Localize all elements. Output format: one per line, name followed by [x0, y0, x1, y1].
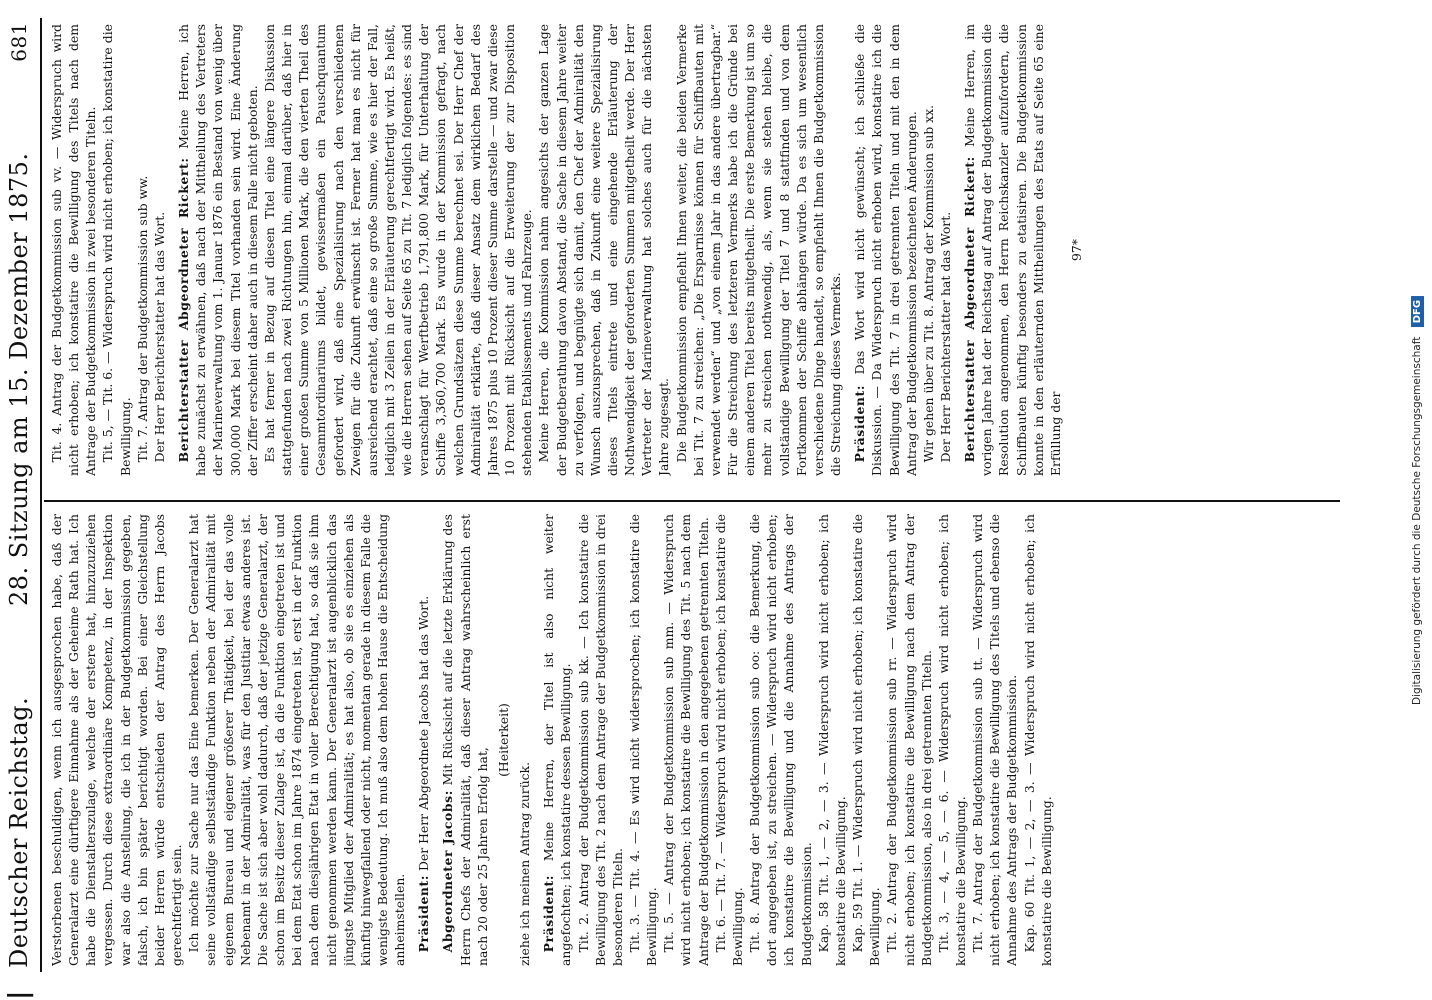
paragraph: Tit. 5, — Tit. 6. — Widerspruch wird nicht erhoben; ich konstatire die Bewilligung. — [100, 24, 133, 476]
credit-text: Digitalisierung gefördert durch die Deutsche Forschungsgemeinschaft — [1411, 336, 1424, 705]
paragraph: 97* — [1069, 239, 1085, 261]
paragraph: Tit. 2. Antrag der Budgetkommission sub kk. — Ich konstatire die Bewilligung des Tit. 2 nach dem Antrage der Budgetkommission in drei besonderen Titeln. — [575, 514, 625, 966]
paragraph: Tit. 7. Antrag der Budgetkommission sub tt. — Widerspruch wird nicht erhoben; ich konstatire die Bewilligung des Titels und ebenso die Annahme des Antrags der Budgetkommission. — [970, 514, 1020, 966]
left-column — [48, 514, 1338, 966]
dfg-logo: DFG — [1412, 295, 1425, 326]
paragraph: Tit. 8. Antrag der Budgetkommission sub oo: die Bemerkung, die dort angegeben ist, zu streichen. — Widerspruch wird nicht erhoben; ich konstatire die Bewilligung und die Annahme des Antrags der Budgetkommission. — [747, 514, 814, 966]
running-head-title: Deutscher Reichstag. — [5, 696, 33, 968]
digitization-credit — [1404, 0, 1432, 1000]
paragraph: Präsident: Meine Herren, der Titel ist also nicht weiter angefochten; ich konstatire dessen Bewilligung. — [541, 514, 574, 966]
paragraph: Berichterstatter Abgeordneter Rickert: Meine Herren, ich habe zunächst zu erwähnen, daß nach der Mittheilung des Vertreters der Marineverwaltung vom 1. Januar 1876 ein Bestand von wenig über 300,000 Mark bei diesem Titel vorhanden sein wird. Eine Änderung der Ziffer erscheint daher auch in diesem Falle nicht geboten. — [176, 24, 260, 476]
speaker-label: Präsident: — [541, 874, 557, 953]
paragraph: Kap. 59 Tit. 1. — Widerspruch wird nicht erhoben; ich konstatire die Bewilligung. — [850, 514, 883, 966]
paragraph: Tit. 2. Antrag der Budgetkommission sub rr. — Widerspruch wird nicht erhoben; ich konstatire die Bewilligung nach dem Antrag der Budgetkommission, also in drei getrennten Titeln. — [884, 514, 934, 966]
page-number: 681 — [7, 22, 31, 62]
paragraph: (Heiterkeit) — [495, 703, 511, 777]
paragraph: Der Herr Berichterstatter hat das Wort. — [151, 211, 167, 463]
right-column — [48, 24, 1338, 476]
paragraph: Tit. 3, — 4, — 5, — 6. — Widerspruch wird nicht erhoben; ich konstatire die Bewilligung. — [935, 514, 968, 966]
speaker-label: Berichterstatter Abgeordneter Rickert: — [962, 156, 978, 463]
paragraph: Tit. 6. — Tit. 7. — Widerspruch wird nicht erhoben; ich konstatire die Bewilligung. — [712, 514, 745, 966]
paragraph: ziehe ich meinen Antrag zurück. — [517, 761, 533, 966]
paragraph: Tit. 5. — Antrag der Budgetkommission sub mm. — Widerspruch wird nicht erhoben; ich konstatire die Bewilligung des Tit. 5 nach dem Antrage der Budgetkommission in den angegebenen getrennten Titeln. — [661, 514, 711, 966]
paragraph: Kap. 60 Tit. 1, — 2, — 3. — Widerspruch wird nicht erhoben; ich konstatire die Bewilligung. — [1021, 514, 1054, 966]
speaker-label: Berichterstatter Abgeordneter Rickert: — [176, 157, 192, 463]
corner-mark: | — [4, 990, 34, 1000]
speaker-label: Präsident: — [852, 384, 868, 463]
paragraph: Kap. 58 Tit. 1, — 2, — 3. — Widerspruch wird nicht erhoben; ich konstatire die Bewilligung. — [815, 514, 848, 966]
paragraph: Der Herr Berichterstatter hat das Wort. — [937, 211, 953, 463]
running-head-session: 28. Sitzung am 15. Dezember 1875. — [5, 152, 33, 607]
paragraph: Die Budgetkommission empfiehlt Ihnen weiter, die beiden Vermerke bei Tit. 7 zu streichen: „Die Ersparnisse können für Schiffbauten mit verwendet werden“ und „von einem Jahr in das andere übertragbar.“ Für die Streichung des letzteren Vermerks habe ich die Gründe bei einem anderen Titel bereits mitgetheilt. Die erste Bemerkung ist um so mehr zu streichen nothwendig, als, wenn sie stehen bleibe, die vollständige Bewilligung der Titel 7 und 8 stattfinden und von dem Fortkommen der Schiffe abhängen würde. Da es sich um wesentlich verschiedene Dinge handelt, so empfiehlt Ihnen die Budgetkommission die Streichung dieses Vermerks. — [673, 24, 844, 476]
paragraph: Tit. 4. Antrag der Budgetkommission sub vv. — Widerspruch wird nicht erhoben; ich konstatire die Bewilligung des Titels nach dem Antrage der Budgetkommission in zwei besonderen Titeln. — [49, 24, 99, 476]
paragraph: Abgeordneter Jacobs: Mit Rücksicht auf die letzte Erklärung des Herrn Chefs der Admiralität, daß dieser Antrag wahrscheinlich erst nach 20 oder 25 Jahren Erfolg hat, — [440, 514, 490, 966]
paragraph: Präsident: Der Herr Abgeordnete Jacobs hat das Wort. — [416, 595, 432, 953]
speaker-label: Abgeordneter Jacobs: — [440, 790, 456, 953]
speaker-label: Präsident: — [416, 874, 432, 953]
paragraph: Tit. 7. Antrag der Budgetkommission sub ww. — [134, 175, 150, 463]
running-head — [2, 22, 36, 968]
paragraph: Berichterstatter Abgeordneter Rickert: Meine Herren, im vorigen Jahre hat der Reichstag auf Antrag der Budgetkommission die Resolution angenommen, den Herrn Reichskanzler aufzufordern, die Schiffbauten künftig besonders zu etatisiren. Die Budgetkommission konnte in den erläuternden Mittheilungen des Etats auf Seite 65 eine Erfüllung der — [962, 24, 1063, 476]
paragraph: Ich möchte zur Sache nur das Eine bemerken. Der Generalarzt hat seine vollständige selbstständige Funktion neben der Admiralität mit eigenem Bureau und eigener größerer Thätigkeit, bei der das volle Nebenamt in der Admiralität, was für den Justitiar etwas anderes ist. Die Sache ist sich aber wohl dadurch, daß der jetzige Generalarzt, der schon im Besitz dieser Zulage ist, da die Funktion eingetreten ist und bei dem Etat schon im Jahre 1874 eingetreten ist, erst in der Funktion nach dem diesjährigen Etat in voller Berechtigung hat, so daß sie ihm nicht genommen werden kann. Der Generalarzt ist augenblicklich das jüngste Mitglied der Admiralität; es hat also, ob sie es einziehen als künftig hinwegfallend oder nicht, momentan gerade in diesem Falle die wenigste Bedeutung. Ich muß also dem hohen Hause die Entscheidung anheimstellen. — [186, 514, 408, 966]
paragraph: Es hat ferner in Bezug auf diesen Titel eine längere Diskussion stattgefunden nach zwei Richtungen hin, einmal darüber, daß hier in einer großen Summe von 5 Millionen Mark, die den vierten Theil des Gesammtordinariums bildet, gewissermaßen ein Pauschquantum gefordert wird, daß eine Spezialisirung nach den verschiedenen Zweigen für die Zukunft erwünscht ist. Ferner hat man es nicht für ausreichend erachtet, daß eine so große Summe, wie es hier der Fall, lediglich mit 3 Zeilen in der Erläuterung gerechtfertigt wird. Es heißt, wie die Herren sehen auf Seite 65 zu Tit. 7 lediglich folgendes: es sind veranschlagt für Werftbetrieb 1,791,800 Mark, für Unterhaltung der Schiffe 3,360,700 Mark. Es wurde in der Kommission gefragt, nach welchen Grundsätzen diese Summe berechnet sei. Der Herr Chef der Admiralität erklärte, daß dieser Ansatz dem wirklichen Bedarf des Jahres 1875 plus 10 Prozent dieser Summe darstelle — und zwar diese 10 Prozent mit Rücksicht auf die Erweiterung der zur Disposition stehenden Etablissements und Fahrzeuge. — [261, 24, 535, 476]
column-rule — [44, 500, 1340, 502]
paragraph: Präsident: Das Wort wird nicht gewünscht; ich schließe die Diskussion. — Da Widerspruch nicht erhoben wird, konstatire ich die Bewilligung des Tit. 7 in drei getrennten Titeln und mit den in dem Antrag der Budgetkommission bezeichneten Änderungen. — [852, 24, 919, 476]
paragraph: Meine Herren, die Kommission nahm angesichts der ganzen Lage der Budgetberathung davon Abstand, die Sache in diesem Jahre weiter zu verfolgen, und begnügte sich damit, den Chef der Admiralität den Wunsch auszusprechen, daß in Zukunft eine weitere Spezialisirung dieses Titels eintrete und eine eingehende Erläuterung der Nothwendigkeit der geforderten Summen mitgetheilt werde. Der Herr Vertreter der Marineverwaltung hat solches auch für die nächsten Jahre zugesagt. — [536, 24, 672, 476]
header-rule — [40, 18, 42, 972]
paragraph: Tit. 3. — Tit. 4. — Es wird nicht widersprochen; ich konstatire die Bewilligung. — [627, 514, 660, 966]
paragraph: Wir gehen über zu Tit. 8. Antrag der Kommission sub xx. — [920, 104, 936, 463]
paragraph: Verstorbenen beschuldigen, wenn ich ausgesprochen habe, daß der Generalarzt eine dürftigere Einnahme als der Geheime Rath hat. Ich habe die Dienstalterszulage, welche der erstere hat, hinzuzuziehen vergessen. Durch diese extraordinäre Kompetenz, in der Inspektion war also die Anstellung, die ich in der Budgetkommission gegeben, falsch, ich bin später berichtigt worden. Bei einer Gleichstellung beider Herren würde entschieden der Antrag des Herrn Jacobs gerechtfertigt sein. — [49, 514, 185, 966]
